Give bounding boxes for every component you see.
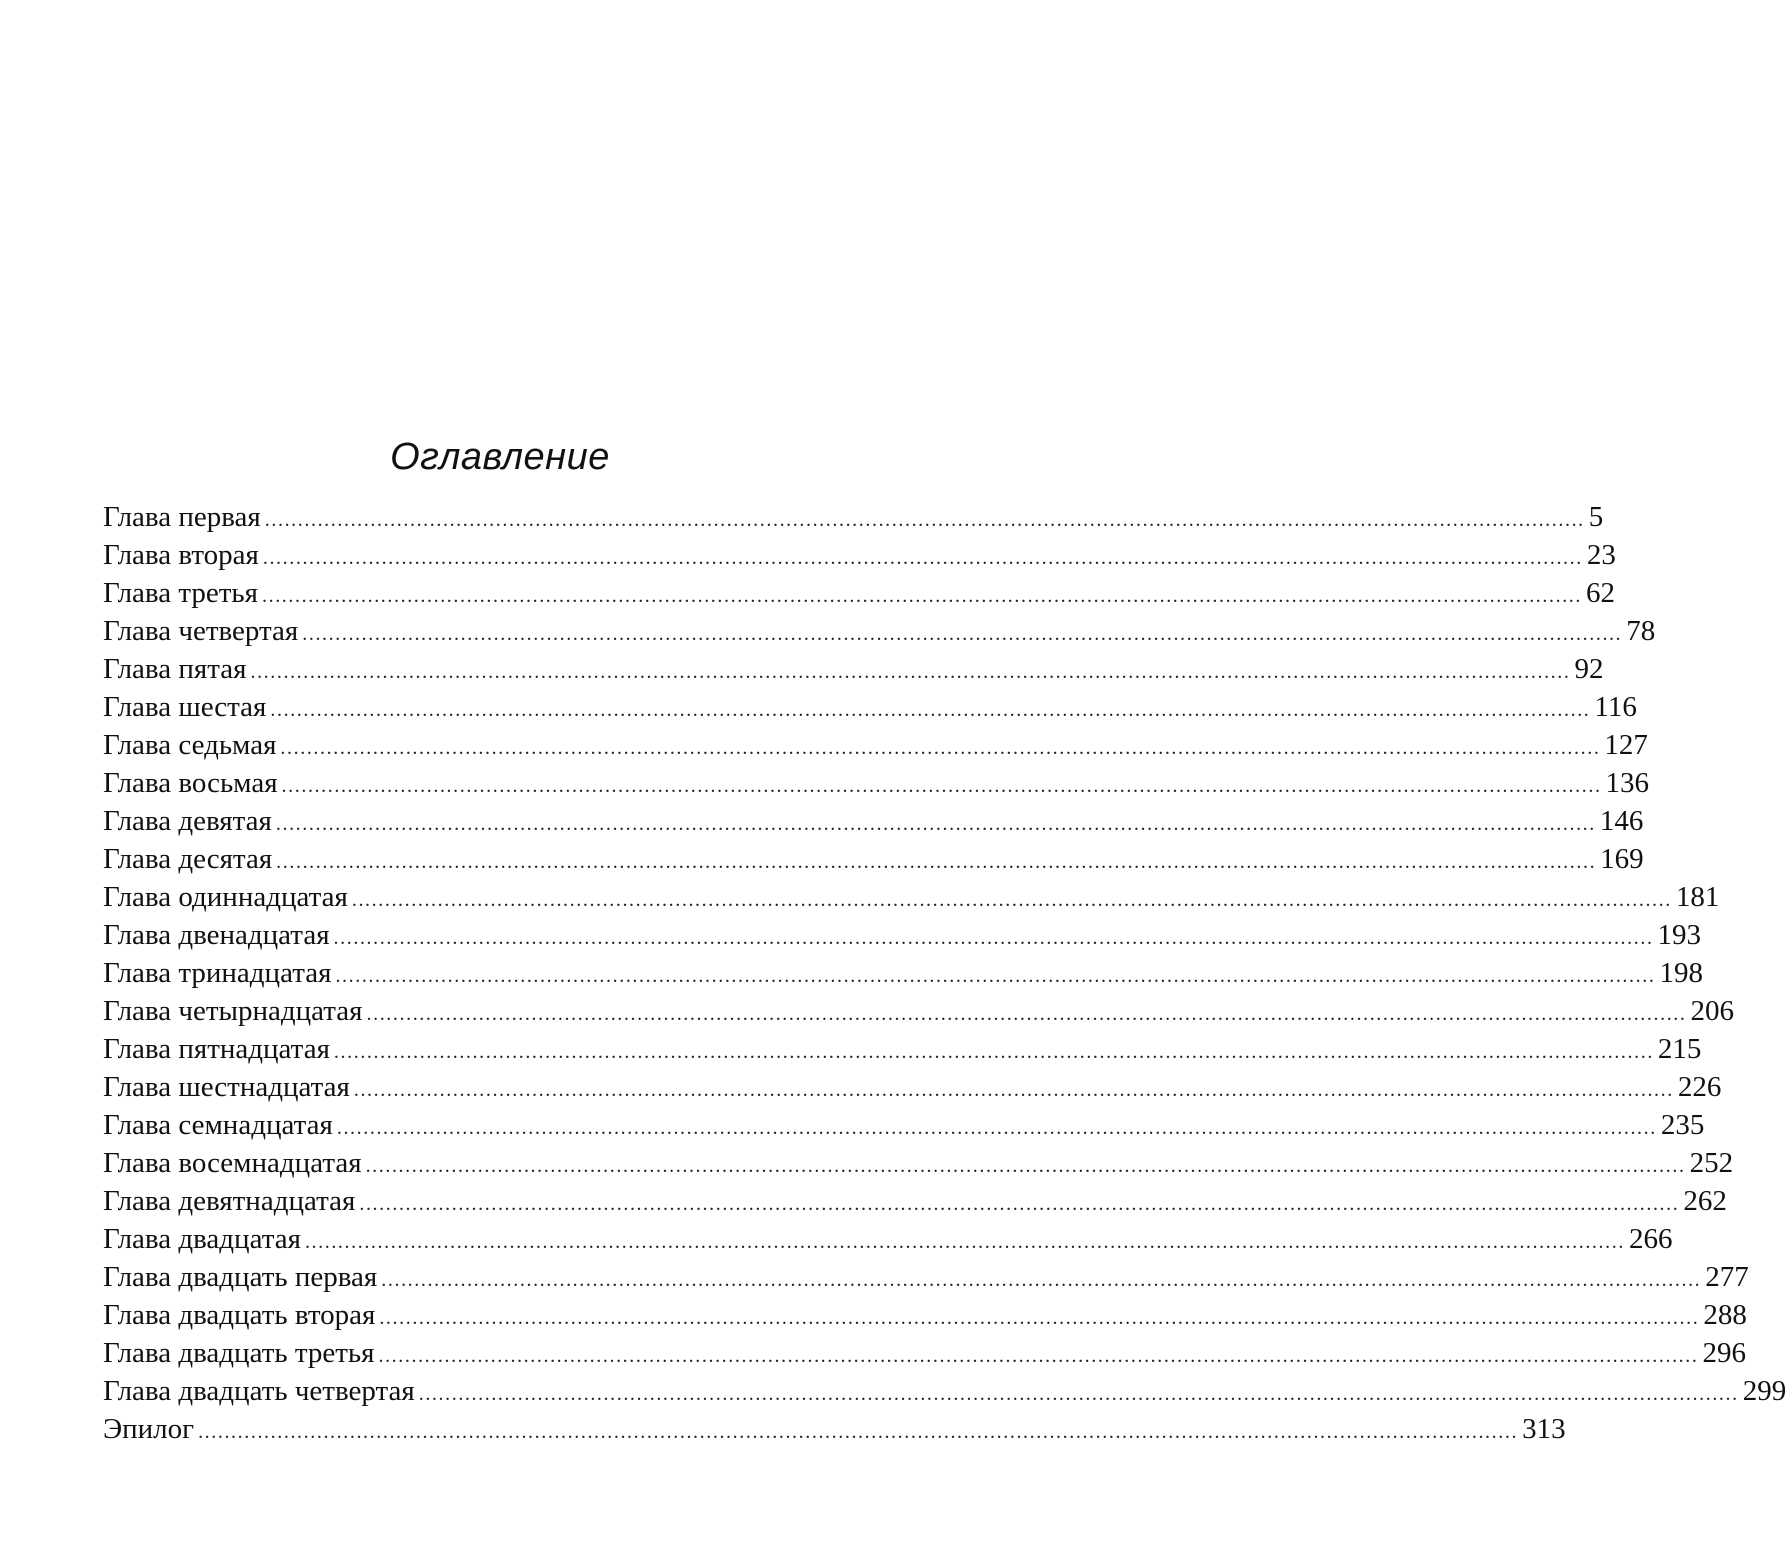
toc-dot-leader: ........................................................................................................................................................................................................ (262, 547, 1583, 569)
toc-entry (103, 650, 1604, 688)
toc-entry-page-number: 206 (1690, 995, 1734, 1027)
toc-dot-leader: ........................................................................................................................................................................................................ (336, 1117, 1657, 1139)
toc-entry-label: Глава семнадцатая (103, 1109, 333, 1141)
toc-entry-page-number: 198 (1659, 957, 1703, 989)
toc-dot-leader: ........................................................................................................................................................................................................ (381, 1269, 1702, 1291)
toc-dot-leader: ........................................................................................................................................................................................................ (276, 851, 1597, 873)
toc-dot-leader: ........................................................................................................................................................................................................ (280, 737, 1601, 759)
toc-entry (103, 954, 1703, 992)
toc-entry-page-number: 313 (1522, 1413, 1566, 1445)
toc-entry (103, 1030, 1702, 1068)
toc-dot-leader: ........................................................................................................................................................................................................ (351, 889, 1672, 911)
toc-entry-page-number: 62 (1586, 577, 1615, 609)
toc-entry-label: Глава двенадцатая (103, 919, 330, 951)
toc-entry-label: Глава вторая (103, 539, 259, 571)
toc-entry-page-number: 23 (1586, 539, 1616, 571)
toc-dot-leader: ........................................................................................................................................................................................................ (270, 699, 1591, 721)
toc-entry-page-number: 116 (1594, 691, 1637, 723)
toc-entry-page-number: 262 (1683, 1185, 1727, 1217)
toc-entry-label: Глава пятнадцатая (103, 1033, 330, 1065)
toc-entry-label: Глава двадцать первая (103, 1261, 378, 1293)
toc-dot-leader: ........................................................................................................................................................................................................ (250, 661, 1571, 683)
toc-entry-page-number: 169 (1600, 843, 1644, 875)
toc-dot-leader: ........................................................................................................................................................................................................ (418, 1383, 1739, 1405)
toc-entry-page-number: 252 (1689, 1147, 1734, 1179)
toc-entry (103, 916, 1702, 954)
toc-entry (103, 1334, 1746, 1372)
toc-entry (103, 878, 1720, 916)
toc-dot-leader: ........................................................................................................................................................................................................ (365, 1155, 1686, 1177)
toc-entry-label: Глава четырнадцатая (103, 995, 363, 1027)
toc-entry-page-number: 78 (1626, 615, 1656, 647)
toc-dot-leader: ........................................................................................................................................................................................................ (333, 927, 1654, 949)
toc-entry (103, 1410, 1566, 1448)
toc-dot-leader: ........................................................................................................................................................................................................ (262, 585, 1582, 607)
toc-dot-leader: ........................................................................................................................................................................................................ (333, 1041, 1654, 1063)
toc-entry-label: Глава третья (103, 577, 258, 609)
toc-dot-leader: ........................................................................................................................................................................................................ (302, 623, 1623, 645)
toc-entry-page-number: 215 (1657, 1033, 1702, 1065)
toc-entry-label: Глава тринадцатая (103, 957, 332, 989)
toc-entry-page-number: 288 (1703, 1299, 1747, 1331)
toc-entry-label: Глава седьмая (103, 729, 277, 761)
toc-dot-leader: ........................................................................................................................................................................................................ (353, 1079, 1674, 1101)
toc-entry-label: Глава шестнадцатая (103, 1071, 350, 1103)
toc-entry (103, 802, 1644, 840)
toc-entry-label: Глава двадцатая (103, 1223, 301, 1255)
toc-entry-page-number: 193 (1657, 919, 1702, 951)
toc-entry (103, 536, 1616, 574)
toc-dot-leader: ........................................................................................................................................................................................................ (198, 1421, 1519, 1443)
toc-entry (103, 992, 1734, 1030)
toc-entry-label: Глава восемнадцатая (103, 1147, 362, 1179)
toc-entry-page-number: 277 (1705, 1261, 1749, 1293)
toc-dot-leader: ........................................................................................................................................................................................................ (281, 775, 1602, 797)
toc-entry-label: Глава одиннадцатая (103, 881, 348, 913)
toc-dot-leader: ........................................................................................................................................................................................................ (366, 1003, 1687, 1025)
toc-entry (103, 1220, 1673, 1258)
toc-entry-label: Глава восьмая (103, 767, 278, 799)
toc-dot-leader: ........................................................................................................................................................................................................ (335, 965, 1656, 987)
toc-entry-label: Глава первая (103, 501, 261, 533)
toc-entry-label: Глава десятая (103, 843, 273, 875)
toc-entry (103, 764, 1650, 802)
toc-entry (103, 574, 1615, 612)
toc-list (103, 498, 1786, 1448)
toc-entry-label: Глава девятая (103, 805, 272, 837)
toc-entry (103, 612, 1656, 650)
toc-entry-label: Глава двадцать третья (103, 1337, 375, 1369)
toc-entry (103, 840, 1644, 878)
toc-entry-label: Глава девятнадцатая (103, 1185, 356, 1217)
toc-entry (103, 726, 1648, 764)
toc-entry (103, 688, 1637, 726)
toc-entry-page-number: 92 (1574, 653, 1604, 685)
toc-dot-leader: ........................................................................................................................................................................................................ (378, 1345, 1699, 1367)
toc-dot-leader: ........................................................................................................................................................................................................ (359, 1193, 1680, 1215)
toc-entry-page-number: 235 (1660, 1109, 1705, 1141)
toc-entry-page-number: 181 (1675, 881, 1720, 913)
toc-entry-page-number: 127 (1604, 729, 1648, 761)
toc-entry (103, 1068, 1722, 1106)
toc-dot-leader: ........................................................................................................................................................................................................ (379, 1307, 1700, 1329)
toc-title: Оглавление (390, 436, 610, 478)
toc-entry-label: Эпилог (103, 1413, 195, 1445)
toc-entry-page-number: 146 (1599, 805, 1644, 837)
toc-entry (103, 1296, 1747, 1334)
toc-entry (103, 1258, 1749, 1296)
toc-entry (103, 1182, 1727, 1220)
toc-entry-page-number: 296 (1702, 1337, 1746, 1369)
toc-entry-label: Глава двадцать вторая (103, 1299, 376, 1331)
toc-entry-page-number: 136 (1605, 767, 1650, 799)
toc-entry-page-number: 266 (1628, 1223, 1673, 1255)
toc-dot-leader: ........................................................................................................................................................................................................ (275, 813, 1596, 835)
toc-entry-label: Глава четвертая (103, 615, 299, 647)
toc-entry (103, 1106, 1705, 1144)
toc-entry-page-number: 5 (1588, 501, 1604, 533)
toc-entry-label: Глава пятая (103, 653, 247, 685)
toc-entry-page-number: 226 (1677, 1071, 1722, 1103)
toc-entry-label: Глава двадцать четвертая (103, 1375, 415, 1407)
toc-entry (103, 498, 1604, 536)
toc-entry-page-number: 299 (1742, 1375, 1786, 1407)
toc-entry (103, 1144, 1734, 1182)
toc-dot-leader: ........................................................................................................................................................................................................ (304, 1231, 1625, 1253)
toc-entry (103, 1372, 1786, 1410)
toc-entry-label: Глава шестая (103, 691, 267, 723)
toc-dot-leader: ........................................................................................................................................................................................................ (264, 509, 1585, 531)
